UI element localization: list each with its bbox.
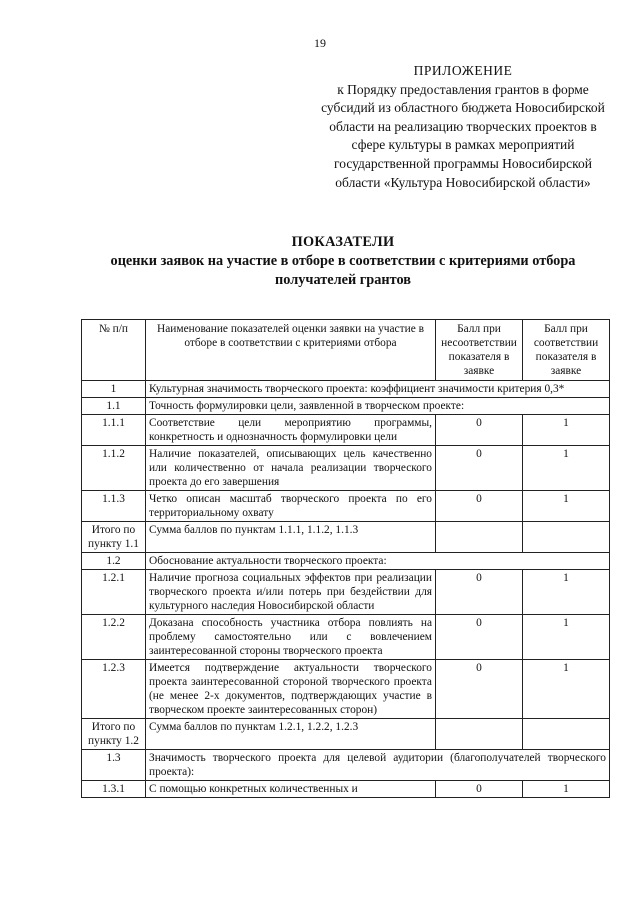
row-criterion: Точность формулировки цели, заявленной в творческом проекте: <box>146 398 610 415</box>
table-row <box>82 750 610 781</box>
row-number: 1.2.1 <box>82 570 146 615</box>
row-number: 1.1.1 <box>82 415 146 446</box>
row-score-match: 1 <box>523 660 610 719</box>
title-line-2: оценки заявок на участие в отборе в соответствии с критериями отбора получателей грантов <box>110 253 576 288</box>
row-number: Итого по пункту 1.1 <box>82 522 146 553</box>
appendix-text: к Порядку предоставления грантов в форме субсидий из областного бюджета Новосибирской области на реализацию творческих проектов в сфере культуры в рамках мероприятий государственной программы Новосибирской области «Культура Новосибирской области» <box>321 81 605 190</box>
document-title <box>70 233 616 290</box>
row-score-mismatch: 0 <box>436 660 523 719</box>
row-criterion: Наличие прогноза социальных эффектов при реализации творческого проекта и/или потерь при бездействии для культурного наследия Новосибирской области <box>146 570 436 615</box>
row-number: 1.1.2 <box>82 446 146 491</box>
row-score-mismatch <box>436 719 523 750</box>
row-score-match <box>523 522 610 553</box>
row-score-mismatch: 0 <box>436 415 523 446</box>
row-score-mismatch: 0 <box>436 570 523 615</box>
row-score-match: 1 <box>523 615 610 660</box>
row-score-mismatch <box>436 522 523 553</box>
table-header-row <box>82 320 610 381</box>
row-score-mismatch: 0 <box>436 781 523 798</box>
row-criterion: С помощью конкретных количественных и <box>146 781 436 798</box>
table-row <box>82 522 610 553</box>
row-number: 1.1 <box>82 398 146 415</box>
table-row <box>82 491 610 522</box>
table-row <box>82 570 610 615</box>
row-number: Итого по пункту 1.2 <box>82 719 146 750</box>
table-row <box>82 415 610 446</box>
row-criterion: Наличие показателей, описывающих цель качественно или количественно от начала реализации творческого проекта до его завершения <box>146 446 436 491</box>
row-score-mismatch: 0 <box>436 446 523 491</box>
table-row <box>82 553 610 570</box>
appendix-heading: ПРИЛОЖЕНИЕ <box>413 63 513 78</box>
row-score-match: 1 <box>523 446 610 491</box>
table-row <box>82 719 610 750</box>
row-criterion: Доказана способность участника отбора повлиять на проблему самостоятельно или с вовлечением заинтересованной стороны творческого проекта <box>146 615 436 660</box>
row-criterion: Сумма баллов по пунктам 1.1.1, 1.1.2, 1.1.3 <box>146 522 436 553</box>
criteria-table <box>81 319 610 798</box>
row-score-mismatch: 0 <box>436 491 523 522</box>
row-number: 1.2.3 <box>82 660 146 719</box>
row-number: 1.2.2 <box>82 615 146 660</box>
table-row <box>82 398 610 415</box>
col-header-num: № п/п <box>82 320 146 381</box>
row-criterion: Обоснование актуальности творческого проекта: <box>146 553 610 570</box>
col-header-score-match: Балл при соответствии показателя в заявке <box>523 320 610 381</box>
row-number: 1 <box>82 381 146 398</box>
row-score-match: 1 <box>523 491 610 522</box>
appendix-block <box>318 62 608 192</box>
title-line-1: ПОКАЗАТЕЛИ <box>291 234 395 250</box>
row-criterion: Четко описан масштаб творческого проекта по его территориальному охвату <box>146 491 436 522</box>
table-row <box>82 381 610 398</box>
col-header-score-mismatch: Балл при несоответствии показателя в заявке <box>436 320 523 381</box>
row-score-match: 1 <box>523 781 610 798</box>
row-criterion: Сумма баллов по пунктам 1.2.1, 1.2.2, 1.2.3 <box>146 719 436 750</box>
table-body <box>82 381 610 798</box>
col-header-name: Наименование показателей оценки заявки на участие в отборе в соответствии с критериями отбора <box>146 320 436 381</box>
row-criterion: Имеется подтверждение актуальности творческого проекта заинтересованной стороной творческого проекта (не менее 2-х документов, подтверждающих участие в творческом проекте заинтересованных сторон) <box>146 660 436 719</box>
row-score-match: 1 <box>523 415 610 446</box>
row-criterion: Культурная значимость творческого проекта: коэффициент значимости критерия 0,3* <box>146 381 610 398</box>
table-row <box>82 781 610 798</box>
row-score-mismatch: 0 <box>436 615 523 660</box>
row-number: 1.1.3 <box>82 491 146 522</box>
row-criterion: Значимость творческого проекта для целевой аудитории (благополучателей творческого проекта): <box>146 750 610 781</box>
row-score-match: 1 <box>523 570 610 615</box>
row-criterion: Соответствие цели мероприятию программы, конкретность и однозначность формулировки цели <box>146 415 436 446</box>
table-row <box>82 615 610 660</box>
row-number: 1.2 <box>82 553 146 570</box>
table-row <box>82 446 610 491</box>
row-number: 1.3.1 <box>82 781 146 798</box>
page-number: 19 <box>314 36 326 50</box>
row-number: 1.3 <box>82 750 146 781</box>
table-row <box>82 660 610 719</box>
row-score-match <box>523 719 610 750</box>
